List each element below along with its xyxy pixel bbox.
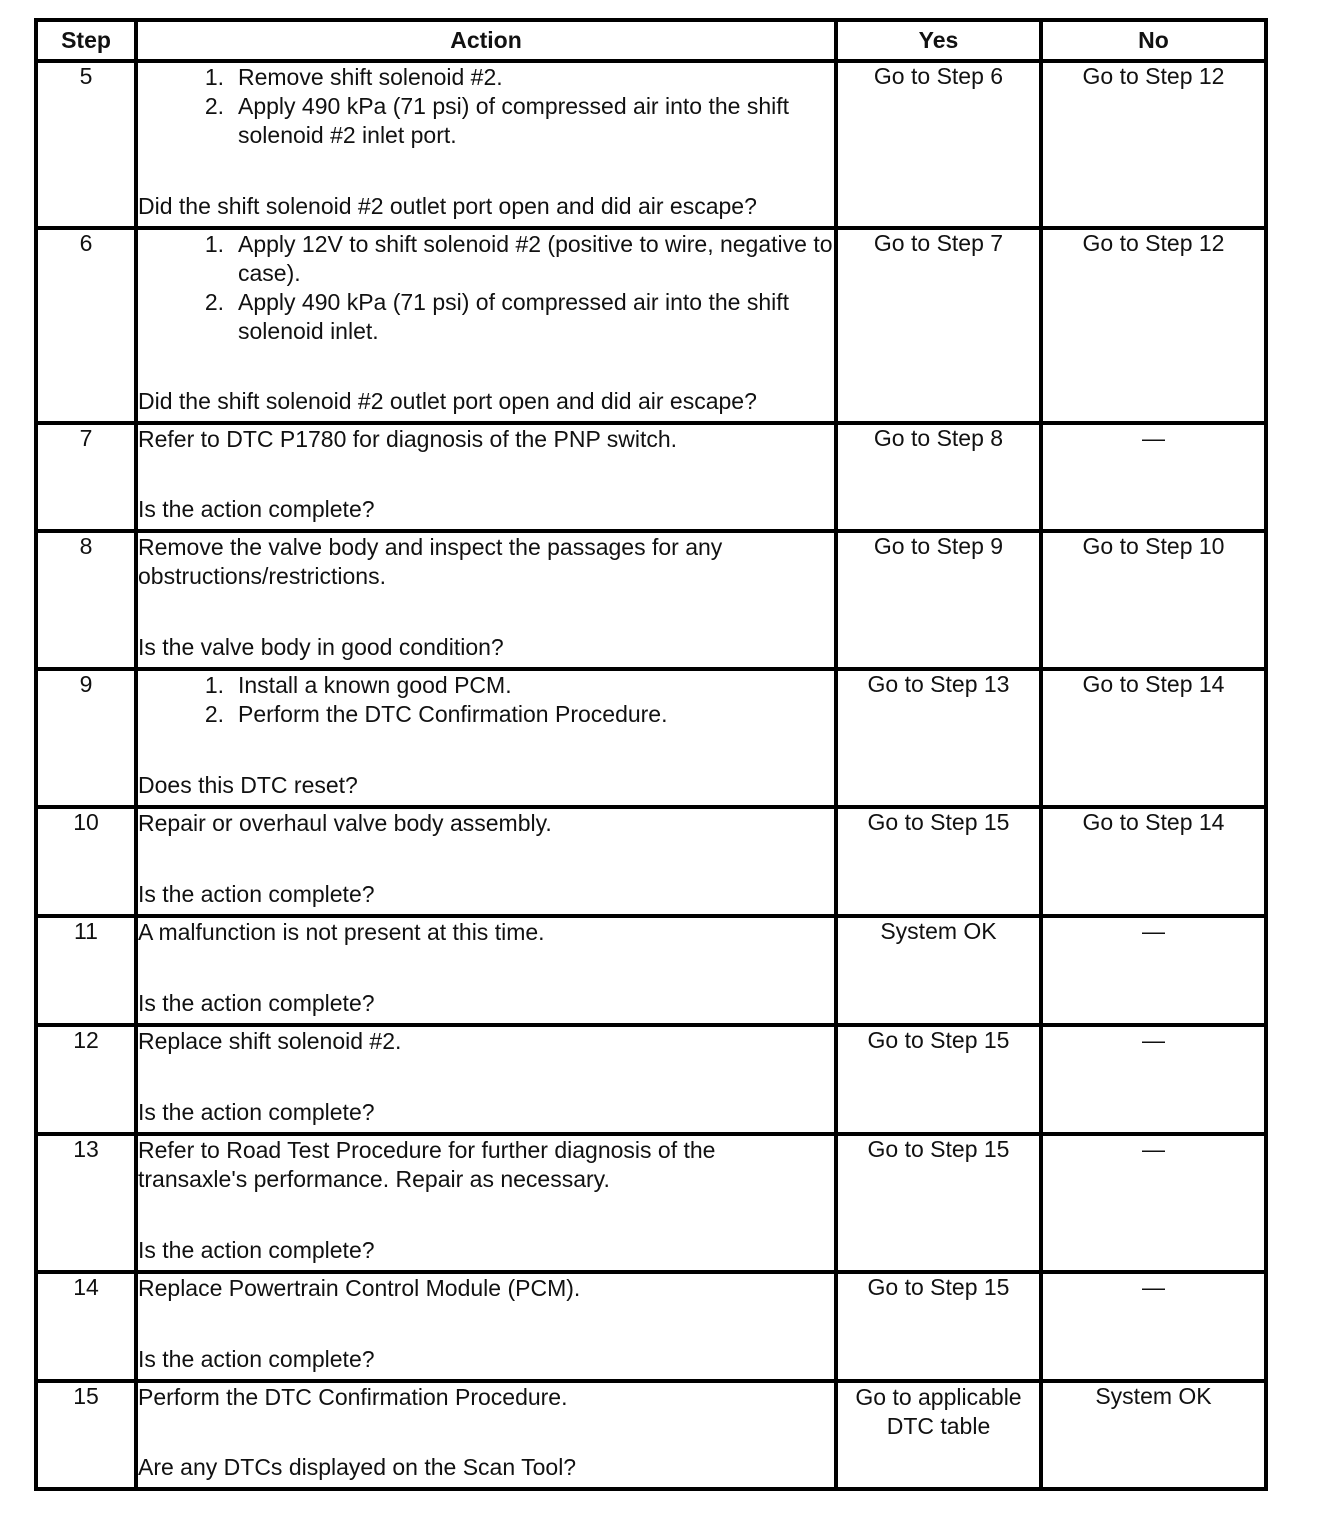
step-number: 8 [36,531,136,669]
no-result: — [1041,916,1266,1025]
table-row [36,669,1266,807]
action-question: Is the action complete? [138,1099,375,1125]
no-result: Go to Step 14 [1041,669,1266,807]
yes-result: System OK [836,916,1041,1025]
header-action: Action [136,20,836,61]
action-text: Repair or overhaul valve body assembly. [138,810,552,836]
yes-result: Go to Step 9 [836,531,1041,669]
table-row [36,61,1266,228]
table-row [36,916,1266,1025]
list-item: 2. Apply 490 kPa (71 psi) of compressed air into the shift solenoid #2 inlet port. [204,93,790,148]
action-cell [136,1134,836,1272]
action-cell [136,1381,836,1489]
list-item: 2. Apply 490 kPa (71 psi) of compressed air into the shift solenoid inlet. [204,289,790,344]
table-row [36,423,1266,531]
step-number: 15 [36,1381,136,1489]
action-text: Remove the valve body and inspect the passages for any obstructions/restrictions. [138,534,723,589]
action-text: Replace shift solenoid #2. [138,1028,402,1054]
table-row [36,1134,1266,1272]
yes-result: Go to applicable DTC table [836,1381,1041,1489]
list-item: 1. Apply 12V to shift solenoid #2 (positive to wire, negative to case). [204,231,833,286]
step-number: 11 [36,916,136,1025]
yes-result: Go to Step 15 [836,1134,1041,1272]
table-row [36,1381,1266,1489]
yes-result: Go to Step 8 [836,423,1041,531]
action-cell [136,669,836,807]
header-no: No [1041,20,1266,61]
diagnostic-table [34,18,1268,1491]
header-row [36,20,1266,61]
table-row [36,1272,1266,1381]
no-result: Go to Step 12 [1041,228,1266,423]
action-question: Is the valve body in good condition? [138,634,504,660]
action-cell [136,531,836,669]
action-question: Are any DTCs displayed on the Scan Tool? [138,1454,577,1480]
header-yes: Yes [836,20,1041,61]
yes-result: Go to Step 6 [836,61,1041,228]
no-result: Go to Step 14 [1041,807,1266,916]
yes-result: Go to Step 15 [836,1272,1041,1381]
action-question: Does this DTC reset? [138,772,358,798]
no-result: — [1041,423,1266,531]
action-question: Is the action complete? [138,881,375,907]
no-result: Go to Step 10 [1041,531,1266,669]
header-step: Step [36,20,136,61]
step-number: 5 [36,61,136,228]
action-cell [136,807,836,916]
action-question: Is the action complete? [138,990,375,1016]
step-number: 10 [36,807,136,916]
no-result: — [1041,1025,1266,1134]
action-cell [136,1025,836,1134]
action-cell [136,61,836,228]
action-cell [136,228,836,423]
yes-result: Go to Step 15 [836,807,1041,916]
table-row [36,228,1266,423]
yes-result: Go to Step 13 [836,669,1041,807]
action-question: Did the shift solenoid #2 outlet port open and did air escape? [138,193,757,219]
action-question: Is the action complete? [138,496,375,522]
no-result: — [1041,1134,1266,1272]
action-question: Is the action complete? [138,1237,375,1263]
step-number: 7 [36,423,136,531]
action-list [138,63,834,150]
step-number: 14 [36,1272,136,1381]
yes-result: Go to Step 15 [836,1025,1041,1134]
action-list [138,230,834,346]
no-result: Go to Step 12 [1041,61,1266,228]
action-cell [136,423,836,531]
list-item: 1. Remove shift solenoid #2. [204,64,503,90]
action-text: Perform the DTC Confirmation Procedure. [138,1384,568,1410]
no-result: System OK [1041,1381,1266,1489]
action-text: Refer to DTC P1780 for diagnosis of the PNP switch. [138,426,678,452]
table-row [36,807,1266,916]
action-text: Replace Powertrain Control Module (PCM). [138,1275,581,1301]
action-cell [136,916,836,1025]
list-item: 2. Perform the DTC Confirmation Procedure. [204,701,668,727]
list-item: 1. Install a known good PCM. [204,672,512,698]
action-cell [136,1272,836,1381]
step-number: 12 [36,1025,136,1134]
action-text: A malfunction is not present at this time. [138,919,545,945]
table-row [36,1025,1266,1134]
no-result: — [1041,1272,1266,1381]
action-question: Did the shift solenoid #2 outlet port open and did air escape? [138,388,757,414]
action-list [138,671,834,729]
step-number: 6 [36,228,136,423]
yes-result: Go to Step 7 [836,228,1041,423]
action-text: Refer to Road Test Procedure for further diagnosis of the transaxle's performance. Repair as necessary. [138,1137,716,1192]
action-question: Is the action complete? [138,1346,375,1372]
step-number: 13 [36,1134,136,1272]
table-row [36,531,1266,669]
step-number: 9 [36,669,136,807]
